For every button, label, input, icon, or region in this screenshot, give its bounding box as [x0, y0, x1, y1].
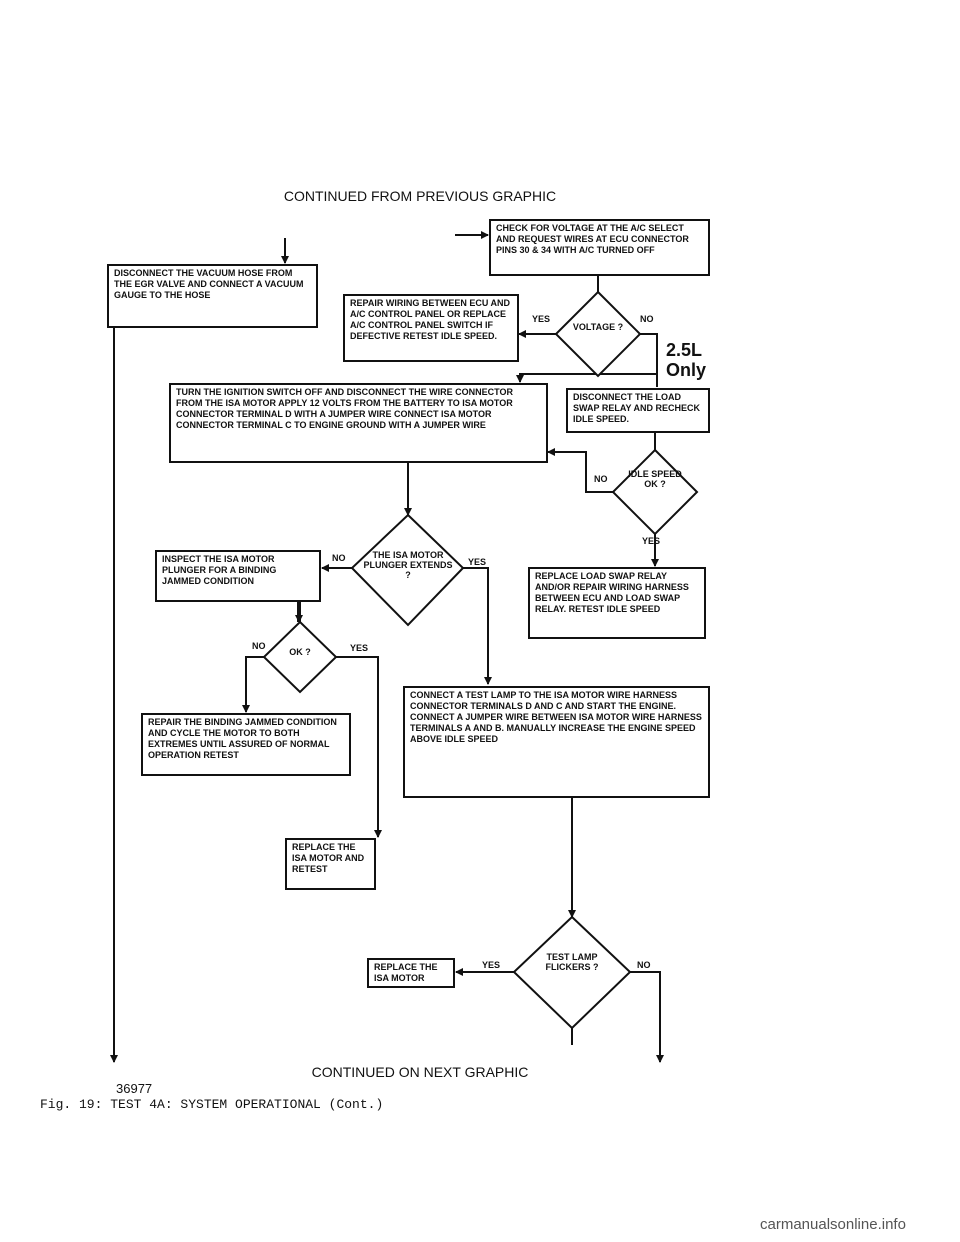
line-ok-no [246, 657, 266, 712]
header-bottom: CONTINUED ON NEXT GRAPHIC [311, 1064, 529, 1080]
box-disconnect-load: DISCONNECT THE LOAD SWAP RELAY AND RECHECK IDLE SPEED. [566, 388, 710, 433]
box-repair-binding: REPAIR THE BINDING JAMMED CONDITION AND CYCLE THE MOTOR TO BOTH EXTREMES UNTIL ASSURED OF NORMAL OPERATION RETEST [141, 713, 351, 776]
figure-caption: Fig. 19: TEST 4A: SYSTEM OPERATIONAL (Cont.) [40, 1097, 384, 1112]
engine-badge-line2: Only [666, 360, 707, 380]
box-turn-ignition: TURN THE IGNITION SWITCH OFF AND DISCONNECT THE WIRE CONNECTOR FROM THE ISA MOTOR APPLY 12 VOLTS FROM THE BATTERY TO ISA MOTOR CONNECTOR TERMINAL D WITH A JUMPER WIRE CONNECT ISA MOTOR CONNECTOR TERMINAL C TO ENGINE GROUND WITH A JUMPER WIRE [169, 383, 548, 463]
watermark: carmanualsonline.info [760, 1216, 906, 1233]
box-replace-load: REPLACE LOAD SWAP RELAY AND/OR REPAIR WIRING HARNESS BETWEEN ECU AND LOAD SWAP RELAY. RETEST IDLE SPEED [528, 567, 706, 639]
header-top: CONTINUED FROM PREVIOUS GRAPHIC [283, 188, 557, 204]
label-plunger-no: NO [332, 553, 346, 563]
decision-lamp-text: TEST LAMP FLICKERS ? [545, 952, 599, 972]
label-lamp-no: NO [637, 960, 651, 970]
decision-lamp-shape [514, 917, 630, 1028]
line-plunger-yes [463, 568, 488, 684]
line-lamp-no [630, 972, 660, 1062]
decision-idle-shape [613, 450, 697, 534]
box-connect-test-lamp: CONNECT A TEST LAMP TO THE ISA MOTOR WIRE HARNESS CONNECTOR TERMINALS D AND C AND START THE ENGINE. CONNECT A JUMPER WIRE BETWEEN ISA MOTOR WIRE HARNESS TERMINALS A AND B. MANUALLY INCREASE THE ENGINE SPEED ABOVE IDLE SPEED [403, 686, 710, 798]
decision-plunger-text: THE ISA MOTOR PLUNGER EXTENDS ? [363, 550, 453, 580]
decision-ok-text: OK ? [289, 647, 311, 657]
box-check-voltage: CHECK FOR VOLTAGE AT THE A/C SELECT AND REQUEST WIRES AT ECU CONNECTOR PINS 30 & 34 WITH A/C TURNED OFF [489, 219, 710, 276]
box-replace-isa-retest: REPLACE THE ISA MOTOR AND RETEST [285, 838, 376, 890]
box-repair-wiring: REPAIR WIRING BETWEEN ECU AND A/C CONTROL PANEL OR REPLACE A/C CONTROL PANEL SWITCH IF DEFECTIVE RETEST IDLE SPEED. [343, 294, 519, 362]
decision-voltage-shape [556, 292, 640, 376]
box-replace-isa: REPLACE THE ISA MOTOR [367, 958, 455, 988]
label-plunger-yes: YES [468, 557, 487, 567]
decision-ok-shape [264, 622, 336, 692]
decision-voltage-text: VOLTAGE ? [572, 322, 624, 332]
decision-idle-text: IDLE SPEED OK ? [628, 469, 682, 489]
label-voltage-no: NO [640, 314, 654, 324]
label-ok-yes: YES [350, 643, 369, 653]
label-idle-yes: YES [642, 536, 661, 546]
box-disconnect-vacuum: DISCONNECT THE VACUUM HOSE FROM THE EGR VALVE AND CONNECT A VACUUM GAUGE TO THE HOSE [107, 264, 318, 328]
line-idle-no [548, 452, 613, 492]
figure-number: 36977 [116, 1081, 153, 1096]
engine-badge-line1: 2.5L [666, 340, 703, 360]
label-ok-no: NO [252, 641, 266, 651]
box-inspect-isa: INSPECT THE ISA MOTOR PLUNGER FOR A BINDING JAMMED CONDITION [155, 550, 321, 602]
engine-badge [666, 340, 706, 380]
label-voltage-yes: YES [532, 314, 551, 324]
label-idle-no: NO [594, 474, 608, 484]
label-lamp-yes: YES [482, 960, 501, 970]
